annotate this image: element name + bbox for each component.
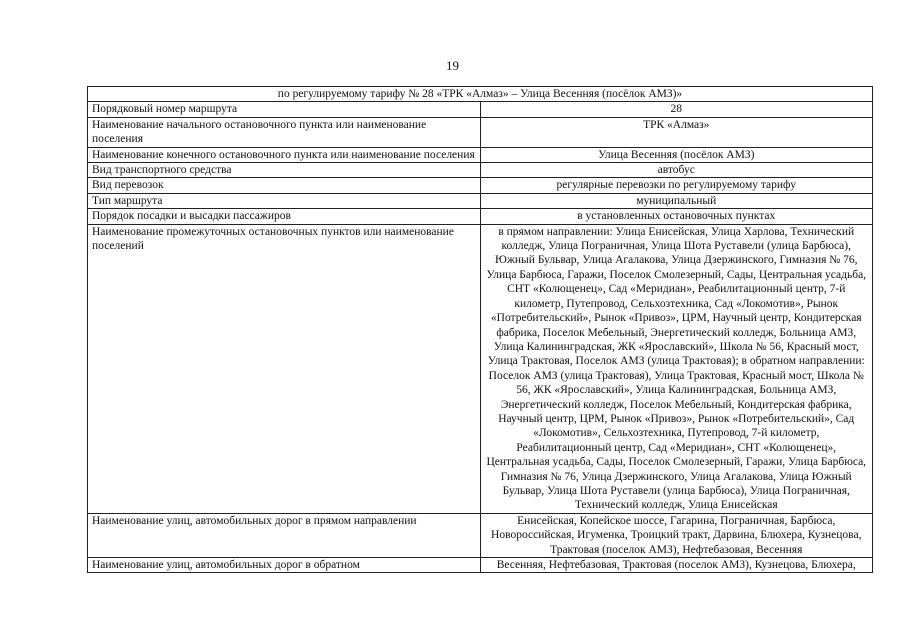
row-value: в установленных остановочных пунктах [480, 209, 873, 224]
row-label: Наименование улиц, автомобильных дорог в прямом направлении [88, 513, 481, 557]
table-row [88, 117, 873, 147]
row-label: Наименование конечного остановочного пункта или наименование поселения [88, 147, 481, 162]
row-value: 28 [480, 102, 873, 117]
row-value: ТРК «Алмаз» [480, 117, 873, 147]
table-title: по регулируемому тарифу № 28 «ТРК «Алмаз» – Улица Весенняя (посёлок АМЗ)» [88, 87, 873, 102]
row-value: муниципальный [480, 193, 873, 208]
table-row [88, 513, 873, 557]
row-label: Порядок посадки и высадки пассажиров [88, 209, 481, 224]
table-row [88, 209, 873, 224]
row-label: Тип маршрута [88, 193, 481, 208]
table-row [88, 193, 873, 208]
row-label: Наименование начального остановочного пункта или наименование поселения [88, 117, 481, 147]
row-label: Порядковый номер маршрута [88, 102, 481, 117]
table-title-row [88, 87, 873, 102]
page-number: 19 [446, 58, 459, 73]
table-row [88, 147, 873, 162]
table-row [88, 558, 873, 573]
row-value: автобус [480, 163, 873, 178]
row-value: регулярные перевозки по регулируемому тарифу [480, 178, 873, 193]
table-row [88, 102, 873, 117]
row-value: Весенняя, Нефтебазовая, Трактовая (поселок АМЗ), Кузнецова, Блюхера, [480, 558, 873, 573]
table-row [88, 163, 873, 178]
row-label: Вид перевозок [88, 178, 481, 193]
row-label: Наименование промежуточных остановочных пунктов или наименование поселений [88, 224, 481, 513]
row-label: Наименование улиц, автомобильных дорог в обратном [88, 558, 481, 573]
row-value: Енисейская, Копейское шоссе, Гагарина, Пограничная, Барбюса, Новороссийская, Игуменка, Троицкий тракт, Дарвина, Блюхера, Кузнецова, Трактовая (поселок АМЗ), Нефтебазовая, Весенняя [480, 513, 873, 557]
table-row [88, 224, 873, 513]
route-table [87, 86, 873, 573]
table-row [88, 178, 873, 193]
row-value: в прямом направлении: Улица Енисейская, Улица Харлова, Технический колледж, Улица Пограничная, Улица Шота Руставели (улица Барбюса), Южный Бульвар, Улица Агалакова, Улица Дзержинского, Гимназия № 76, Улица Барбюса, Гаражи, Поселок Смолезерный, Сады, Центральная усадьба, СНТ «Колющенец», Сад «Меридиан», Реабилитационный центр, 7-й километр, Путепровод, Сельхозтехника, Сад «Локомотив», Рынок «Потребительский», Рынок «Привоз», ЦРМ, Научный центр, Кондитерская фабрика, Поселок Мебельный, Энергетический колледж, Больница АМЗ, Улица Калининградская, ЖК «Ярославский», Школа № 56, Красный мост, Улица Трактовая, Поселок АМЗ (улица Трактовая); в обратном направлении: Поселок АМЗ (улица Трактовая), Улица Трактовая, Красный мост, Школа № 56, ЖК «Ярославский», Улица Калининградская, Больница АМЗ, Энергетический колледж, Поселок Мебельный, Кондитерская фабрика, Научный центр, ЦРМ, Рынок «Привоз», Рынок «Потребительский», Сад «Локомотив», Сельхозтехника, Путепровод, 7-й километр, Реабилитационный центр, Сад «Меридиан», СНТ «Колющенец», Центральная усадьба, Сады, Поселок Смолезерный, Гаражи, Улица Барбюса, Гимназия № 76, Улица Дзержинского, Улица Агалакова, Улица Южный Бульвар, Улица Шота Руставели (улица Барбюса), Улица Пограничная, Технический колледж, Улица Енисейская [480, 224, 873, 513]
row-value: Улица Весенняя (посёлок АМЗ) [480, 147, 873, 162]
row-label: Вид транспортного средства [88, 163, 481, 178]
